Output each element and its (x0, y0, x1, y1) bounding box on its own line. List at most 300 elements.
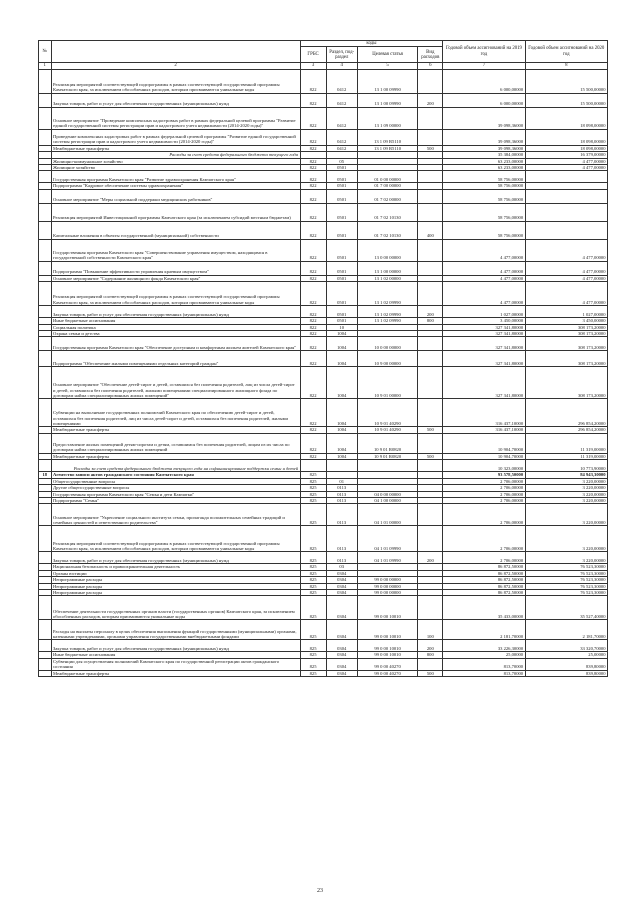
row-amount-2020: 3 220,00000 (525, 485, 607, 491)
row-name: Подпрограмма "Обеспечение жилыми помещениями отдельных категорий граждан" (51, 351, 300, 367)
row-amount-2020: 4 477,00000 (525, 158, 607, 164)
row-target-article: 99 0 00 00000 (357, 589, 417, 595)
row-amount-2019: 327 341,80000 (443, 351, 525, 367)
row-name: Иные бюджетные ассигнования (51, 318, 300, 324)
row-target-article: 99 0 00 10010 (357, 640, 417, 652)
row-amount-2019: 93 578,50000 (443, 472, 525, 478)
row-name: Органы юстиции (51, 570, 300, 576)
header-codes: коды (300, 41, 443, 47)
row-amount-2020: 3 220,00000 (525, 504, 607, 526)
row-amount-2020 (525, 203, 607, 221)
row-amount-2019: 2 706,00000 (443, 526, 525, 552)
table-row (39, 670, 608, 676)
row-number (39, 399, 52, 427)
row-amount-2019: 4 477,00000 (443, 239, 525, 261)
row-razdel: 0113 (326, 491, 357, 497)
row-amount-2020: 308 173,20000 (525, 367, 607, 399)
row-number (39, 526, 52, 552)
row-expense-type: 200 (418, 640, 443, 652)
table-row (39, 69, 608, 93)
header-year-2019: Годовой объем ассигнований на 2019 год (443, 41, 525, 63)
row-grbs: 822 (300, 337, 326, 351)
row-amount-2019: 2 181,70000 (443, 620, 525, 640)
row-grbs: 825 (300, 620, 326, 640)
row-expense-type (418, 239, 443, 261)
row-name: Общегосударственные вопросы (51, 478, 300, 484)
row-amount-2019: 86 872,50000 (443, 583, 525, 589)
row-name: Межбюджетные трансферты (51, 427, 300, 433)
row-name: Государственная программа Камчатского края "Семья и дети Камчатки" (51, 491, 300, 497)
row-grbs: 825 (300, 491, 326, 497)
row-grbs: 825 (300, 596, 326, 620)
row-razdel: 0304 (326, 577, 357, 583)
table-row (39, 221, 608, 239)
row-grbs: 825 (300, 670, 326, 676)
row-number (39, 129, 52, 145)
table-row (39, 129, 608, 145)
row-razdel: 0501 (326, 261, 357, 275)
table-row (39, 596, 608, 620)
table-row (39, 351, 608, 367)
row-amount-2019: 58 756,00000 (443, 171, 525, 183)
row-number (39, 620, 52, 640)
header-year-2020: Годовой объем ассигнований на 2020 год (525, 41, 607, 63)
row-number (39, 69, 52, 93)
row-razdel: 1004 (326, 351, 357, 367)
row-amount-2019: 813,70000 (443, 670, 525, 676)
row-grbs: 822 (300, 351, 326, 367)
row-expense-type (418, 351, 443, 367)
row-target-article: 13 1 02 09990 (357, 282, 417, 306)
row-number (39, 351, 52, 367)
header-no: № (39, 41, 52, 63)
row-grbs: 822 (300, 129, 326, 145)
row-name: Национальная безопасность и правоохранительная деятельность (51, 564, 300, 570)
row-amount-2020: 33 320,70000 (525, 640, 607, 652)
table-row (39, 337, 608, 351)
row-razdel: 1004 (326, 399, 357, 427)
row-name: Межбюджетные трансферты (51, 670, 300, 676)
table-row (39, 171, 608, 183)
row-grbs (300, 460, 326, 472)
row-grbs: 825 (300, 658, 326, 670)
row-name: Основное мероприятие "Проведение комплексных кадастровых работ в рамках федеральной целевой программы "Развитие единой государственной системы регистрации прав и кадастрового учета недвижимости (2014-2020 годы)" (51, 107, 300, 129)
row-amount-2020: 3 220,00000 (525, 552, 607, 564)
row-amount-2020: 296 854,20000 (525, 427, 607, 433)
row-amount-2020: 76 523,30000 (525, 577, 607, 583)
table-row (39, 526, 608, 552)
row-grbs: 822 (300, 145, 326, 151)
row-razdel: 0501 (326, 318, 357, 324)
row-grbs: 822 (300, 433, 326, 453)
column-number: 7 (443, 63, 525, 69)
row-target-article: 13 1 00 09990 (357, 69, 417, 93)
row-expense-type (418, 596, 443, 620)
row-number (39, 189, 52, 203)
row-amount-2019: 33 226,30000 (443, 640, 525, 652)
row-amount-2019: 58 756,00000 (443, 221, 525, 239)
row-amount-2020 (525, 171, 607, 183)
row-razdel: 01 (326, 478, 357, 484)
row-number (39, 239, 52, 261)
row-number (39, 433, 52, 453)
table-row (39, 107, 608, 129)
row-grbs: 822 (300, 203, 326, 221)
table-row (39, 460, 608, 472)
row-grbs: 822 (300, 183, 326, 189)
row-razdel: 10 (326, 324, 357, 330)
row-grbs: 822 (300, 453, 326, 459)
row-amount-2020: 4 477,00000 (525, 239, 607, 261)
table-row (39, 189, 608, 203)
row-number (39, 640, 52, 652)
row-amount-2020: 3 220,00000 (525, 497, 607, 503)
row-amount-2020: 84 943,30000 (525, 472, 607, 478)
row-amount-2020: 25,00000 (525, 652, 607, 658)
row-amount-2019: 39 098,36000 (443, 107, 525, 129)
row-grbs: 825 (300, 485, 326, 491)
row-target-article: 04 1 01 00000 (357, 504, 417, 526)
row-razdel: 0501 (326, 189, 357, 203)
table-row (39, 93, 608, 107)
row-amount-2019: 25,00000 (443, 652, 525, 658)
row-razdel: 0501 (326, 221, 357, 239)
row-amount-2019: 327 341,80000 (443, 331, 525, 337)
row-expense-type: 800 (418, 318, 443, 324)
row-grbs: 825 (300, 478, 326, 484)
table-body (39, 69, 608, 676)
row-name: Государственная программа Камчатского края "Совершенствование управления имуществом, находящимся в государственной собственности Камчатского края" (51, 239, 300, 261)
row-name: Жилищное хозяйство (51, 165, 300, 171)
header-razdel: Раздел, под-раздел (326, 47, 357, 63)
row-name: Непрограммные расходы (51, 583, 300, 589)
row-razdel: 05 (326, 158, 357, 164)
row-amount-2019: 3 450,00000 (443, 318, 525, 324)
row-amount-2019: 58 756,00000 (443, 183, 525, 189)
row-expense-type (418, 129, 443, 145)
row-razdel: 0304 (326, 620, 357, 640)
row-grbs: 822 (300, 165, 326, 171)
row-amount-2020: 15 500,00000 (525, 93, 607, 107)
row-name: Межбюджетные трансферты (51, 145, 300, 151)
row-target-article (357, 460, 417, 472)
row-grbs: 825 (300, 652, 326, 658)
column-number: 1 (39, 63, 52, 69)
row-target-article: 10 9 01 00000 (357, 367, 417, 399)
row-grbs: 822 (300, 107, 326, 129)
row-amount-2020: 35 527,40000 (525, 596, 607, 620)
row-amount-2019: 316 437,10000 (443, 427, 525, 433)
row-target-article: 04 1 00 00000 (357, 497, 417, 503)
row-target-article: 13 1 02 09990 (357, 306, 417, 318)
page-number: 23 (317, 888, 323, 894)
row-amount-2020 (525, 189, 607, 203)
row-amount-2019: 58 756,00000 (443, 203, 525, 221)
row-grbs: 822 (300, 239, 326, 261)
row-amount-2019: 327 341,80000 (443, 337, 525, 351)
row-razdel: 0412 (326, 93, 357, 107)
row-target-article: 99 0 00 10010 (357, 652, 417, 658)
row-number: 18 (39, 472, 52, 478)
row-amount-2019: 316 437,10000 (443, 399, 525, 427)
row-razdel: 0304 (326, 658, 357, 670)
header-target: Целевая статья (357, 47, 417, 63)
row-amount-2020: 2 181,70000 (525, 620, 607, 640)
table-row (39, 658, 608, 670)
row-expense-type: 400 (418, 221, 443, 239)
row-amount-2020: 11 319,00000 (525, 433, 607, 453)
row-target-article: 10 9 01 R0820 (357, 433, 417, 453)
row-name: Расходы за счет средств федерального бюджета текущего года (51, 152, 300, 158)
row-razdel: 0304 (326, 583, 357, 589)
row-expense-type (418, 203, 443, 221)
row-expense-type: 200 (418, 552, 443, 564)
row-amount-2020: 839,80000 (525, 658, 607, 670)
row-amount-2020: 11 319,00000 (525, 453, 607, 459)
row-amount-2020: 308 173,20000 (525, 324, 607, 330)
row-razdel (326, 460, 357, 472)
row-grbs: 822 (300, 282, 326, 306)
row-name: Капитальные вложения в объекты государственной (муниципальной) собственности (51, 221, 300, 239)
header-vr: Вид расходов (418, 47, 443, 63)
table-row (39, 433, 608, 453)
row-target-article: 10 9 01 40290 (357, 427, 417, 433)
row-amount-2020: 308 173,20000 (525, 331, 607, 337)
row-name: Жилищно-коммунальное хозяйство (51, 158, 300, 164)
row-grbs: 822 (300, 93, 326, 107)
row-amount-2020: 839,80000 (525, 670, 607, 676)
row-target-article: 04 1 01 09990 (357, 526, 417, 552)
row-grbs: 825 (300, 583, 326, 589)
row-target-article: 10 9 00 00000 (357, 351, 417, 367)
row-expense-type: 800 (418, 652, 443, 658)
row-name: Основное мероприятие "Меры социальной поддержки медицинских работников" (51, 189, 300, 203)
column-number: 2 (51, 63, 300, 69)
row-name: Реализация мероприятий соответствующей подпрограммы в рамках соответствующей государственной программы Камчатского края, за исключением обособленных расходов, которым присваиваются уникальные коды (51, 69, 300, 93)
row-target-article: 13 1 02 00000 (357, 275, 417, 281)
row-number (39, 171, 52, 183)
row-amount-2019: 2 706,00000 (443, 552, 525, 564)
row-name: Расходы за счет средств федерального бюджета текущего года на софинансирование поддержки семьи и детей (51, 460, 300, 472)
row-name: Непрограммные расходы (51, 577, 300, 583)
column-number: 3 (300, 63, 326, 69)
row-target-article: 04 1 01 09990 (357, 552, 417, 564)
row-amount-2019: 813,70000 (443, 658, 525, 670)
table-row (39, 552, 608, 564)
table-row (39, 282, 608, 306)
row-name: Иные бюджетные ассигнования (51, 652, 300, 658)
row-amount-2020: 76 523,30000 (525, 589, 607, 595)
row-target-article: 13 1 09 R5110 (357, 129, 417, 145)
row-amount-2019: 2 706,00000 (443, 491, 525, 497)
row-razdel: 1004 (326, 453, 357, 459)
row-grbs: 822 (300, 331, 326, 337)
budget-table (38, 40, 608, 677)
row-grbs: 825 (300, 472, 326, 478)
row-name: Подпрограмма "Кадровое обеспечение системы здравоохранения" (51, 183, 300, 189)
row-name: Государственная программа Камчатского края "Развитие здравоохранения Камчатского края" (51, 171, 300, 183)
row-target-article: 01 7 00 00000 (357, 183, 417, 189)
row-amount-2019: 86 872,50000 (443, 577, 525, 583)
row-grbs: 825 (300, 640, 326, 652)
table-row (39, 504, 608, 526)
row-amount-2020: 308 173,20000 (525, 337, 607, 351)
row-grbs: 822 (300, 318, 326, 324)
row-expense-type (418, 337, 443, 351)
table-row (39, 620, 608, 640)
row-grbs: 822 (300, 158, 326, 164)
row-expense-type: 500 (418, 427, 443, 433)
row-target-article: 99 0 00 00000 (357, 577, 417, 583)
row-number (39, 552, 52, 564)
row-razdel: 1004 (326, 433, 357, 453)
row-amount-2019: 2 706,00000 (443, 497, 525, 503)
row-name: Реализация мероприятий соответствующей подпрограммы в рамках соответствующей государственной программы Камчатского края, за исключением обособленных расходов, которым присваиваются уникальные коды (51, 282, 300, 306)
column-number: 4 (326, 63, 357, 69)
row-razdel: 03 (326, 564, 357, 570)
row-name: Реализация мероприятий Инвестиционной программы Камчатского края (за исключением субсидий местным бюджетам) (51, 203, 300, 221)
row-grbs: 822 (300, 306, 326, 318)
row-amount-2019: 63 233,00000 (443, 158, 525, 164)
row-razdel: 0113 (326, 552, 357, 564)
row-razdel: 0304 (326, 596, 357, 620)
row-grbs: 825 (300, 564, 326, 570)
row-grbs: 822 (300, 367, 326, 399)
row-grbs: 822 (300, 399, 326, 427)
row-amount-2019: 39 098,36000 (443, 129, 525, 145)
row-razdel: 0501 (326, 306, 357, 318)
row-amount-2020 (525, 221, 607, 239)
row-amount-2020: 1 027,00000 (525, 306, 607, 318)
row-amount-2020: 3 220,00000 (525, 478, 607, 484)
row-razdel: 0113 (326, 497, 357, 503)
row-name: Социальная политика (51, 324, 300, 330)
row-expense-type: 500 (418, 670, 443, 676)
row-amount-2020: 3 220,00000 (525, 526, 607, 552)
row-target-article: 01 7 02 10130 (357, 221, 417, 239)
row-grbs: 822 (300, 261, 326, 275)
table-row (39, 203, 608, 221)
row-target-article: 99 0 00 40270 (357, 670, 417, 676)
row-amount-2019: 10 904,70000 (443, 433, 525, 453)
row-amount-2019: 327 341,80000 (443, 367, 525, 399)
row-name: Расходы на выплаты персоналу в целях обеспечения выполнения функций государственными (муниципальными) органами, казенными учреждениями, органами управления государственными внебюджетными фондами (51, 620, 300, 640)
row-razdel: 0113 (326, 504, 357, 526)
row-expense-type: 200 (418, 306, 443, 318)
table-row (39, 261, 608, 275)
row-amount-2020: 308 173,20000 (525, 351, 607, 367)
table-row (39, 239, 608, 261)
row-target-article: 01 0 00 00000 (357, 171, 417, 183)
row-amount-2019: 6 000,00000 (443, 69, 525, 93)
row-amount-2020: 4 477,00000 (525, 261, 607, 275)
row-expense-type: 200 (418, 93, 443, 107)
row-amount-2019: 35 433,00000 (443, 596, 525, 620)
row-amount-2019: 39 098,36000 (443, 145, 525, 151)
header-name (51, 41, 300, 63)
row-expense-type (418, 504, 443, 526)
row-amount-2019: 4 477,00000 (443, 282, 525, 306)
row-amount-2019: 2 706,00000 (443, 504, 525, 526)
row-razdel: 0501 (326, 171, 357, 183)
row-name: Подпрограмма "Повышение эффективности управления краевым имуществом" (51, 261, 300, 275)
row-razdel: 0304 (326, 652, 357, 658)
row-amount-2019: 86 872,50000 (443, 589, 525, 595)
row-amount-2019: 4 477,00000 (443, 261, 525, 275)
row-name: Подпрограмма "Семья" (51, 497, 300, 503)
row-target-article: 13 0 00 00000 (357, 239, 417, 261)
row-amount-2020: 3 450,00000 (525, 318, 607, 324)
row-amount-2019: 2 706,00000 (443, 478, 525, 484)
table-row (39, 367, 608, 399)
row-target-article: 01 7 02 10130 (357, 203, 417, 221)
row-razdel: 1004 (326, 427, 357, 433)
row-name: Другие общегосударственные вопросы (51, 485, 300, 491)
column-number: 8 (525, 63, 607, 69)
row-amount-2019: 63 233,00000 (443, 165, 525, 171)
row-number (39, 658, 52, 670)
row-number (39, 460, 52, 472)
row-razdel: 0304 (326, 640, 357, 652)
row-razdel: 1004 (326, 337, 357, 351)
row-target-article: 13 1 00 00000 (357, 261, 417, 275)
row-razdel: 0501 (326, 183, 357, 189)
row-grbs: 825 (300, 497, 326, 503)
row-name: Закупка товаров, работ и услуг для обеспечения государственных (муниципальных) нужд (51, 640, 300, 652)
row-amount-2020: 18 098,00000 (525, 129, 607, 145)
row-grbs: 822 (300, 221, 326, 239)
row-expense-type: 500 (418, 453, 443, 459)
row-name: Охрана семьи и детства (51, 331, 300, 337)
row-amount-2020: 76 523,30000 (525, 564, 607, 570)
row-grbs: 825 (300, 577, 326, 583)
row-target-article: 13 1 09 R5110 (357, 145, 417, 151)
row-amount-2019: 86 872,50000 (443, 564, 525, 570)
row-razdel: 0501 (326, 282, 357, 306)
row-grbs: 825 (300, 552, 326, 564)
row-razdel: 0412 (326, 129, 357, 145)
row-expense-type (418, 69, 443, 93)
row-name: Основное мероприятие "Обеспечение детей-сирот и детей, оставшихся без попечения родителей, лиц из числа детей-сирот и детей, оставшихся без попечения родителей, жилыми помещениями специализированного жилищного фонда по договорам найма специализированных жилых помещений" (51, 367, 300, 399)
row-name: Обеспечение деятельности государственных органов власти (государственных органов) Камчатского края, за исключением обособленных расходов, которым присваиваются уникальные коды (51, 596, 300, 620)
row-amount-2020: 16 379,00000 (525, 152, 607, 158)
column-number: 5 (357, 63, 417, 69)
table-row (39, 306, 608, 318)
row-expense-type (418, 261, 443, 275)
row-target-article: 13 1 00 09990 (357, 93, 417, 107)
row-name: Закупка товаров, работ и услуг для обеспечения государственных (муниципальных) нужд (51, 306, 300, 318)
row-name: Реализация мероприятий соответствующей подпрограммы в рамках соответствующей государственной программы Камчатского края, за исключением обособленных расходов, которым присваиваются уникальные коды (51, 526, 300, 552)
row-name: Закупка товаров, работ и услуг для обеспечения государственных (муниципальных) нужд (51, 552, 300, 564)
row-razdel: 0501 (326, 275, 357, 281)
row-number (39, 504, 52, 526)
row-grbs: 825 (300, 526, 326, 552)
row-number (39, 670, 52, 676)
row-razdel: 0412 (326, 107, 357, 129)
row-amount-2020: 76 523,30000 (525, 583, 607, 589)
row-amount-2020: 76 523,30000 (525, 570, 607, 576)
row-amount-2019: 58 756,00000 (443, 189, 525, 203)
row-razdel: 1004 (326, 367, 357, 399)
row-amount-2020: 3 220,00000 (525, 491, 607, 497)
row-name: Государственная программа Камчатского края "Обеспечение доступным и комфортным жильем жителей Камчатского края" (51, 337, 300, 351)
row-target-article: 10 9 01 R0820 (357, 453, 417, 459)
row-name: Субвенции на выполнение государственных полномочий Камчатского края по обеспечению детей-сирот и детей, оставшихся без попечения родителей, лиц из числа детей-сирот и детей, оставшихся без попечения родителей, жилыми помещениями (51, 399, 300, 427)
row-amount-2020: 18 098,00000 (525, 145, 607, 151)
row-razdel: 0304 (326, 570, 357, 576)
column-number: 6 (418, 63, 443, 69)
row-expense-type (418, 460, 443, 472)
